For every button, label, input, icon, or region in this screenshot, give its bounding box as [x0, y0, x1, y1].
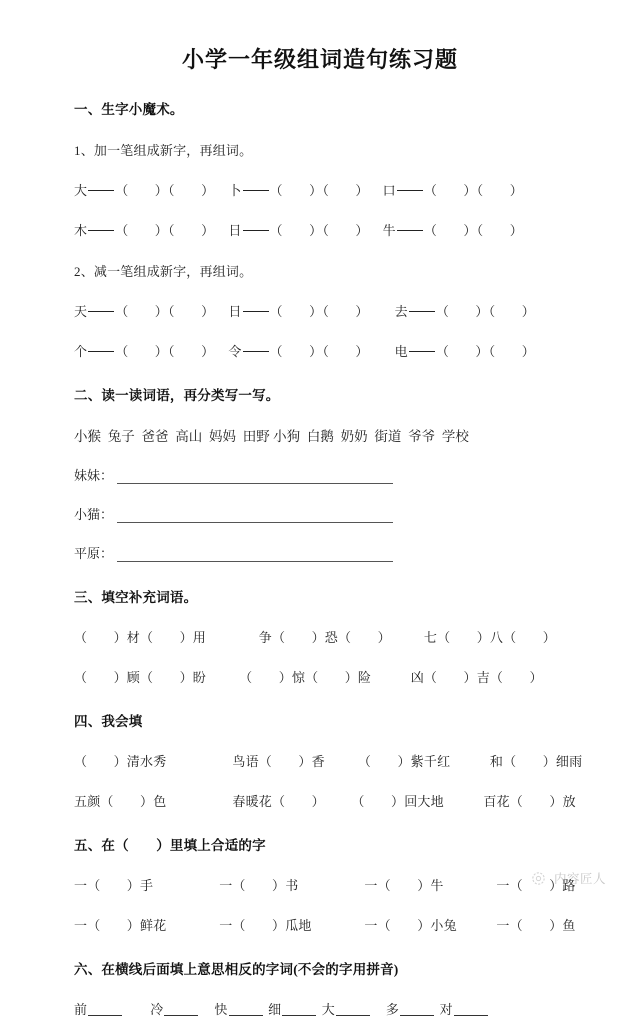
watermark — [530, 869, 606, 887]
antonym-blank[interactable] — [282, 1004, 316, 1016]
connector-dash-icon — [243, 351, 269, 352]
antonym-prompt: 对 — [439, 1002, 453, 1017]
exercise-row-1-2-a: 天 （ ）（ ） 日 （ ）（ ） 去 （ ）（ ） — [74, 304, 535, 319]
connector-dash-icon — [243, 190, 269, 191]
antonym-prompt: 细 — [268, 1002, 282, 1017]
exercise-row-5-a: 一（ ）手 一（ ）书 一（ ）牛 一（ ）路 — [74, 878, 576, 893]
antonym-blank[interactable] — [164, 1004, 198, 1016]
subsection-label-1-2: 2、减一笔组成新字，再组词。 — [74, 264, 253, 279]
connector-dash-icon — [88, 190, 114, 191]
word-bank-item: 兔子 — [107, 429, 135, 444]
section-heading-3: 三、填空补充词语。 — [74, 590, 198, 605]
exercise-row-1-2-b: 个 （ ）（ ） 令 （ ）（ ） 电 （ ）（ ） — [74, 344, 535, 359]
word-bank-item: 白鹅 — [306, 429, 334, 444]
section-heading-4: 四、我会填 — [74, 714, 143, 729]
antonym-prompt: 前 — [74, 1002, 88, 1017]
section-heading-5: 五、在（ ）里填上合适的字 — [74, 838, 266, 853]
word-bank-item: 爷爷 — [408, 429, 436, 444]
connector-dash-icon — [243, 230, 269, 231]
answer-blank[interactable] — [117, 472, 393, 484]
antonym-blank[interactable] — [454, 1004, 488, 1016]
connector-dash-icon — [88, 351, 114, 352]
antonym-blank[interactable] — [400, 1004, 434, 1016]
char-cell: 去 — [394, 304, 408, 319]
connector-dash-icon — [397, 190, 423, 191]
category-label: 妹妹： — [74, 468, 114, 483]
watermark-text: 内容匠人 — [553, 872, 606, 886]
char-cell: 天 — [74, 304, 88, 319]
word-bank-item: 妈妈 — [209, 429, 236, 444]
category-line-1 — [74, 465, 600, 484]
char-cell: 木 — [74, 223, 88, 238]
section-heading-2: 二、读一读词语，再分类写一写。 — [74, 388, 280, 403]
char-cell: 个 — [74, 344, 88, 359]
connector-dash-icon — [243, 311, 269, 312]
char-cell: 卜 — [228, 183, 242, 198]
category-label: 小猫： — [74, 507, 114, 522]
word-bank-item: 爸爸 — [141, 429, 169, 444]
answer-blank[interactable] — [117, 550, 393, 562]
subsection-label-1-1: 1、加一笔组成新字，再组词。 — [74, 143, 253, 158]
connector-dash-icon — [88, 230, 114, 231]
section-heading-6: 六、在横线后面填上意思相反的字词(不会的字用拼音) — [74, 962, 399, 977]
connector-dash-icon — [409, 351, 435, 352]
word-bank-item: 高山 — [175, 429, 203, 444]
word-bank-item: 学校 — [441, 429, 469, 444]
char-cell: 令 — [228, 344, 242, 359]
connector-dash-icon — [88, 311, 114, 312]
exercise-row-3-a: （ ）材（ ）用 争（ ）恐（ ） 七（ ）八（ ） — [74, 630, 556, 645]
connector-dash-icon — [409, 311, 435, 312]
word-bank-item: 街道 — [374, 429, 402, 444]
char-cell: 大 — [74, 183, 88, 198]
word-bank-item: 小狗 — [273, 429, 301, 444]
char-cell: 日 — [228, 223, 242, 238]
category-line-2 — [74, 504, 600, 523]
char-cell: 口 — [382, 183, 396, 198]
antonym-blank[interactable] — [336, 1004, 370, 1016]
word-bank-item: 奶奶 — [340, 429, 368, 444]
antonym-prompt: 快 — [214, 1002, 228, 1017]
exercise-row-4-a: （ ）清水秀 鸟语（ ）香 （ ）紫千红 和（ ）细雨 — [74, 754, 583, 769]
category-line-3 — [74, 543, 600, 562]
exercise-row-5-b: 一（ ）鲜花 一（ ）瓜地 一（ ）小兔 一（ ）鱼 — [74, 918, 576, 933]
exercise-row-1-1-a: 大 （ ）（ ） 卜 （ ）（ ） 口 （ ）（ ） — [74, 183, 523, 198]
connector-dash-icon — [397, 230, 423, 231]
page-title: 小学一年级组词造句练习题 — [181, 47, 458, 72]
word-bank-item: 田野 — [242, 429, 270, 444]
exercise-row-1-1-b: 木 （ ）（ ） 日 （ ）（ ） 牛 （ ）（ ） — [74, 223, 523, 238]
antonym-prompt: 多 — [385, 1002, 400, 1017]
circle-logo-icon — [530, 870, 547, 887]
antonym-prompt: 大 — [321, 1002, 335, 1017]
char-cell: 日 — [228, 304, 242, 319]
antonym-blank[interactable] — [229, 1004, 263, 1016]
antonym-blank[interactable] — [88, 1004, 122, 1016]
exercise-row-4-b: 五颜（ ）色 春暖花（ ） （ ）回大地 百花（ ）放 — [74, 794, 576, 809]
word-bank-item: 小猴 — [74, 429, 101, 444]
category-label: 平原： — [74, 546, 114, 561]
antonym-prompt: 冷 — [150, 1002, 164, 1017]
answer-blank[interactable] — [117, 511, 393, 523]
word-bank — [74, 425, 600, 445]
char-cell: 电 — [394, 344, 408, 359]
section-heading-1: 一、生字小魔术。 — [74, 102, 184, 117]
char-cell: 牛 — [382, 223, 396, 238]
exercise-row-3-b: （ ）顾（ ）盼 （ ）惊（ ）险 凶（ ）吉（ ） — [74, 670, 543, 685]
exercise-row-6-a — [74, 999, 600, 1018]
